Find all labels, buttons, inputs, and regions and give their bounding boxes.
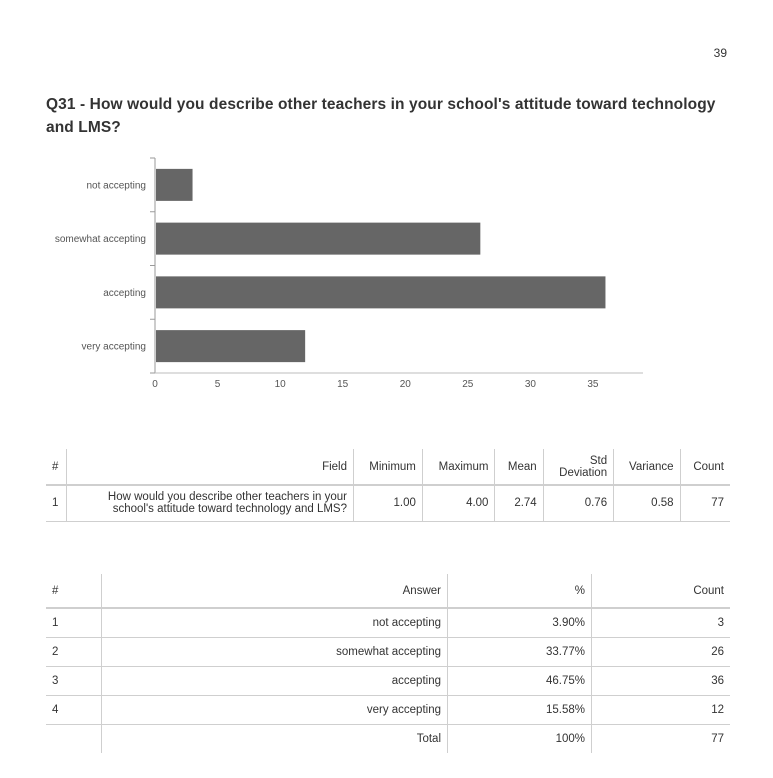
- stats-header-maximum: Maximum: [422, 449, 495, 485]
- bar: [156, 169, 193, 201]
- question-title: Q31 - How would you describe other teachers in your school's attitude toward technology and LMS?: [46, 96, 716, 136]
- bar: [156, 276, 605, 308]
- statistics-table: [46, 449, 730, 522]
- answer-row: [46, 608, 730, 637]
- x-tick-label: 35: [587, 379, 599, 390]
- answer-cell-percent: 3.90%: [448, 608, 592, 637]
- answer-header-answer: Answer: [102, 574, 448, 608]
- answer-total-count: 77: [592, 724, 731, 753]
- answer-total-row: [46, 724, 730, 753]
- x-tick-label: 20: [399, 379, 411, 390]
- category-label: somewhat accepting: [54, 234, 146, 246]
- chart-tick-labels: [152, 379, 599, 390]
- answer-cell-answer: not accepting: [102, 608, 448, 637]
- stats-cell-field-line1: How would you describe other teachers in your: [107, 491, 347, 504]
- answer-header-count: Count: [592, 574, 731, 608]
- answer-cell-count: 36: [592, 666, 731, 695]
- stats-header-field: Field: [67, 449, 354, 485]
- x-tick-label: 0: [152, 379, 158, 390]
- category-label: accepting: [103, 287, 146, 299]
- answer-cell-percent: 15.58%: [448, 695, 592, 724]
- answer-cell-answer: somewhat accepting: [102, 637, 448, 666]
- answer-cell-index: 1: [46, 608, 102, 637]
- x-tick-label: 5: [214, 379, 221, 390]
- stats-header-std-line2: Deviation: [559, 466, 608, 479]
- answer-row: [46, 666, 730, 695]
- page-number: 39: [713, 46, 727, 60]
- answer-header-index: #: [46, 574, 102, 608]
- answer-header-row: [46, 574, 730, 608]
- stats-cell-mean: 2.74: [495, 485, 543, 521]
- answer-cell-count: 12: [592, 695, 731, 724]
- bar: [156, 223, 480, 255]
- bar: [156, 330, 305, 362]
- statistics-row: [46, 485, 730, 521]
- stats-cell-count: 77: [680, 485, 730, 521]
- x-tick-label: 25: [462, 379, 474, 390]
- chart-category-labels: [55, 180, 146, 352]
- answer-cell-index: 3: [46, 666, 102, 695]
- answer-row: [46, 637, 730, 666]
- answer-total-index: [46, 724, 102, 753]
- answer-cell-answer: accepting: [102, 666, 448, 695]
- answer-table: [46, 574, 730, 753]
- stats-cell-maximum: 4.00: [422, 485, 495, 521]
- x-tick-label: 15: [337, 379, 349, 390]
- stats-cell-std-deviation: 0.76: [543, 485, 613, 521]
- answer-cell-answer: very accepting: [102, 695, 448, 724]
- x-tick-label: 30: [524, 379, 536, 390]
- answer-cell-percent: 33.77%: [448, 637, 592, 666]
- stats-cell-field: [67, 485, 354, 521]
- stats-header-minimum: Minimum: [354, 449, 423, 485]
- stats-header-std-deviation: [543, 449, 613, 485]
- answer-header-percent: %: [448, 574, 592, 608]
- stats-cell-variance: 0.58: [614, 485, 680, 521]
- stats-header-count: Count: [680, 449, 730, 485]
- bar-chart: [0, 150, 773, 400]
- answer-cell-count: 3: [592, 608, 731, 637]
- answer-cell-index: 4: [46, 695, 102, 724]
- answer-total-percent: 100%: [448, 724, 592, 753]
- x-tick-label: 10: [274, 379, 286, 390]
- answer-row: [46, 695, 730, 724]
- answer-cell-percent: 46.75%: [448, 666, 592, 695]
- answer-cell-index: 2: [46, 637, 102, 666]
- stats-cell-field-line2: school's attitude toward technology and LMS?: [112, 503, 347, 516]
- stats-header-mean: Mean: [495, 449, 543, 485]
- answer-cell-count: 26: [592, 637, 731, 666]
- statistics-header-row: [46, 449, 730, 485]
- stats-header-std-line1: Std: [589, 454, 608, 467]
- answer-total-label: Total: [102, 724, 448, 753]
- stats-header-variance: Variance: [614, 449, 680, 485]
- stats-cell-minimum: 1.00: [354, 485, 423, 521]
- stats-cell-index: 1: [46, 485, 67, 521]
- stats-header-index: #: [46, 449, 67, 485]
- chart-bars: [156, 169, 605, 362]
- category-label: very accepting: [81, 341, 146, 353]
- category-label: not accepting: [86, 180, 146, 192]
